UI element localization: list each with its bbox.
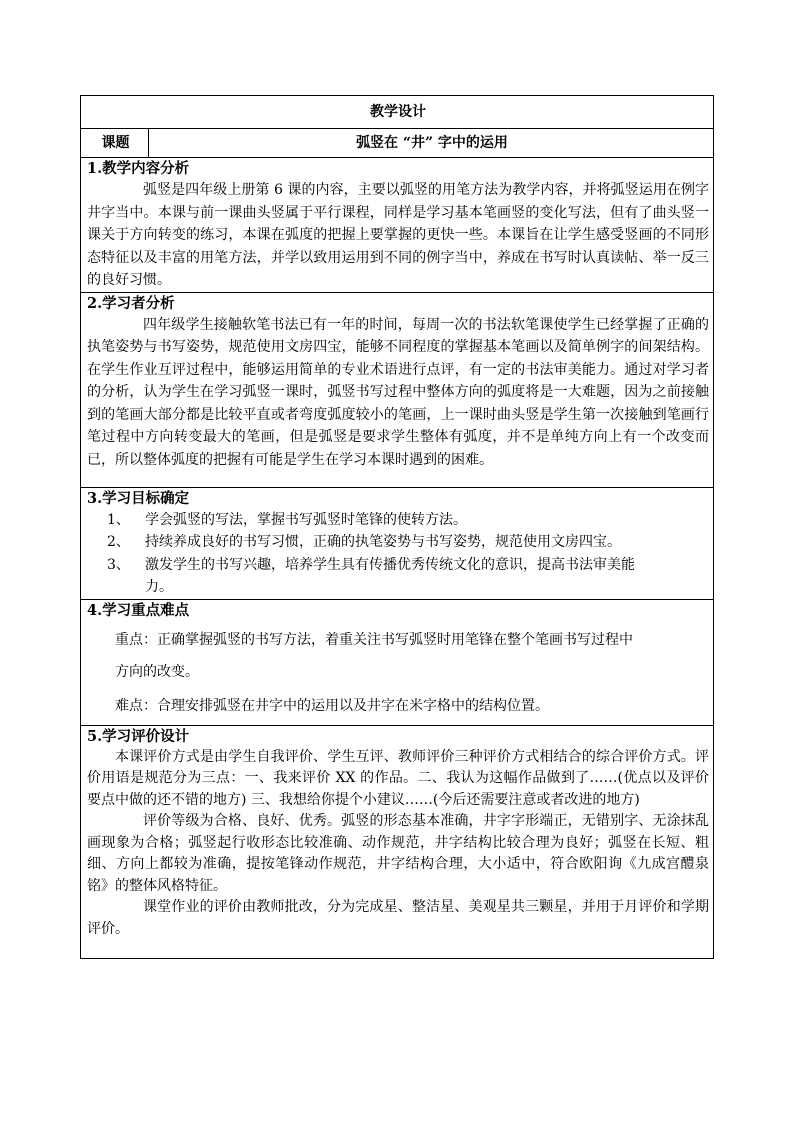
document-title: 教学设计 bbox=[81, 96, 714, 129]
section-heading: 2.学习者分析 bbox=[87, 294, 175, 312]
goal-text: 力。 bbox=[145, 579, 173, 595]
goal-item bbox=[87, 576, 709, 599]
section-heading: 3.学习目标确定 bbox=[87, 489, 190, 507]
section-content-analysis bbox=[81, 158, 714, 293]
section-paragraph: 四年级学生接触软笔书法已有一年的时间，每周一次的书法软笔课使学生已经掌握了正确的执笔姿势与书写姿势，规范使用文房四宝，能够不同程度的掌握基本笔画以及简单例字的间架结构。在学生作业互评过程中，能够运用简单的专业术语进行点评，有一定的书法审美能力。通过对学习者的分析，认为学生在学习弧竖一课时，弧竖书写过程中整体方向的弧度将是一大难题，因为之前接触到的笔画大部分都是比较平直或者弯度弧度较小的笔画，上一课时曲头竖是学生第一次接触到笔画行笔过程中方向转变最大的笔画，但是弧竖是要求学生整体有弧度，并不是单纯方向上有一个改变而已，所以整体弧度的把握有可能是学生在学习本课时遇到的困难。 bbox=[87, 316, 709, 468]
goal-text: 持续养成良好的书写习惯，正确的执笔姿势与书写姿势，规范使用文房四宝。 bbox=[145, 534, 621, 550]
section-paragraph: 课堂作业的评价由教师批改，分为完成星、整洁星、美观星共三颗星，并用于月评价和学期评价。 bbox=[87, 899, 709, 937]
topic-row bbox=[81, 129, 714, 158]
key-point-line: 方向的改变。 bbox=[115, 663, 199, 680]
section-learner-analysis bbox=[81, 292, 714, 487]
section-evaluation-design bbox=[81, 725, 714, 958]
difficulty-line: 难点：合理安排弧竖在井字中的运用以及井字在米字格中的结构位置。 bbox=[115, 697, 549, 714]
goal-number: 2、 bbox=[107, 534, 130, 550]
section-paragraph: 评价等级为合格、良好、优秀。弧竖的形态基本准确，井字字形端正，无错别字、无涂抹乱画现象为合格；弧竖起行收形态比较准确、动作规范，井字结构比较合理为良好；弧竖在长短、粗细、方向上都较为准确，提按笔锋动作规范，井字结构合理，大小适中，符合欧阳询《九成宫醴泉铭》的整体风格特征。 bbox=[87, 813, 709, 894]
goal-item bbox=[87, 554, 709, 577]
key-point-line: 重点：正确掌握弧竖的书写方法，着重关注书写弧竖时用笔锋在整个笔画书写过程中 bbox=[115, 631, 633, 648]
goal-number: 1、 bbox=[107, 511, 130, 528]
section-heading: 1.教学内容分析 bbox=[87, 160, 190, 177]
goal-number bbox=[87, 576, 145, 599]
title-row bbox=[81, 96, 714, 129]
section-heading: 4.学习重点难点 bbox=[87, 601, 190, 619]
section-key-difficult-points bbox=[81, 599, 714, 725]
goal-text: 学会弧竖的写法，掌握书写弧竖时笔锋的使转方法。 bbox=[145, 511, 467, 528]
section-paragraph: 弧竖是四年级上册第 6 课的内容，主要以弧竖的用笔方法为教学内容，并将弧竖运用在例字井字当中。本课与前一课曲头竖属于平行课程，同样是学习基本笔画竖的变化写法，但有了曲头竖一课关于方向转变的练习，本课在弧度的把握上要掌握的更快一些。本课旨在让学生感受竖画的不同形态特征以及丰富的用笔方法，并学以致用运用到不同的例字当中，养成在书写时认真读帖、举一反三的良好习惯。 bbox=[87, 182, 709, 288]
section-heading: 5.学习评价设计 bbox=[87, 727, 190, 745]
topic-label: 课题 bbox=[81, 129, 149, 158]
goal-item bbox=[87, 531, 709, 554]
goal-item bbox=[87, 509, 709, 532]
goal-text: 激发学生的书写兴趣，培养学生具有传播优秀传统文化的意识，提高书法审美能 bbox=[145, 556, 635, 573]
topic-value: 弧竖在 “井” 字中的运用 bbox=[149, 129, 714, 158]
goal-number: 3、 bbox=[107, 556, 130, 573]
section-paragraph: 本课评价方式是由学生自我评价、学生互评、教师评价三种评价方式相结合的综合评价方式。评价用语是规范分为三点：一、我来评价 XX 的作品。二、我认为这幅作品做到了……(优点以及评价要点中做的还不错的地方) 三、我想给你提个小建议……(今后还需要注意或者改进的地方) bbox=[87, 748, 709, 808]
lesson-design-table bbox=[80, 95, 714, 959]
section-learning-goals bbox=[81, 487, 714, 599]
